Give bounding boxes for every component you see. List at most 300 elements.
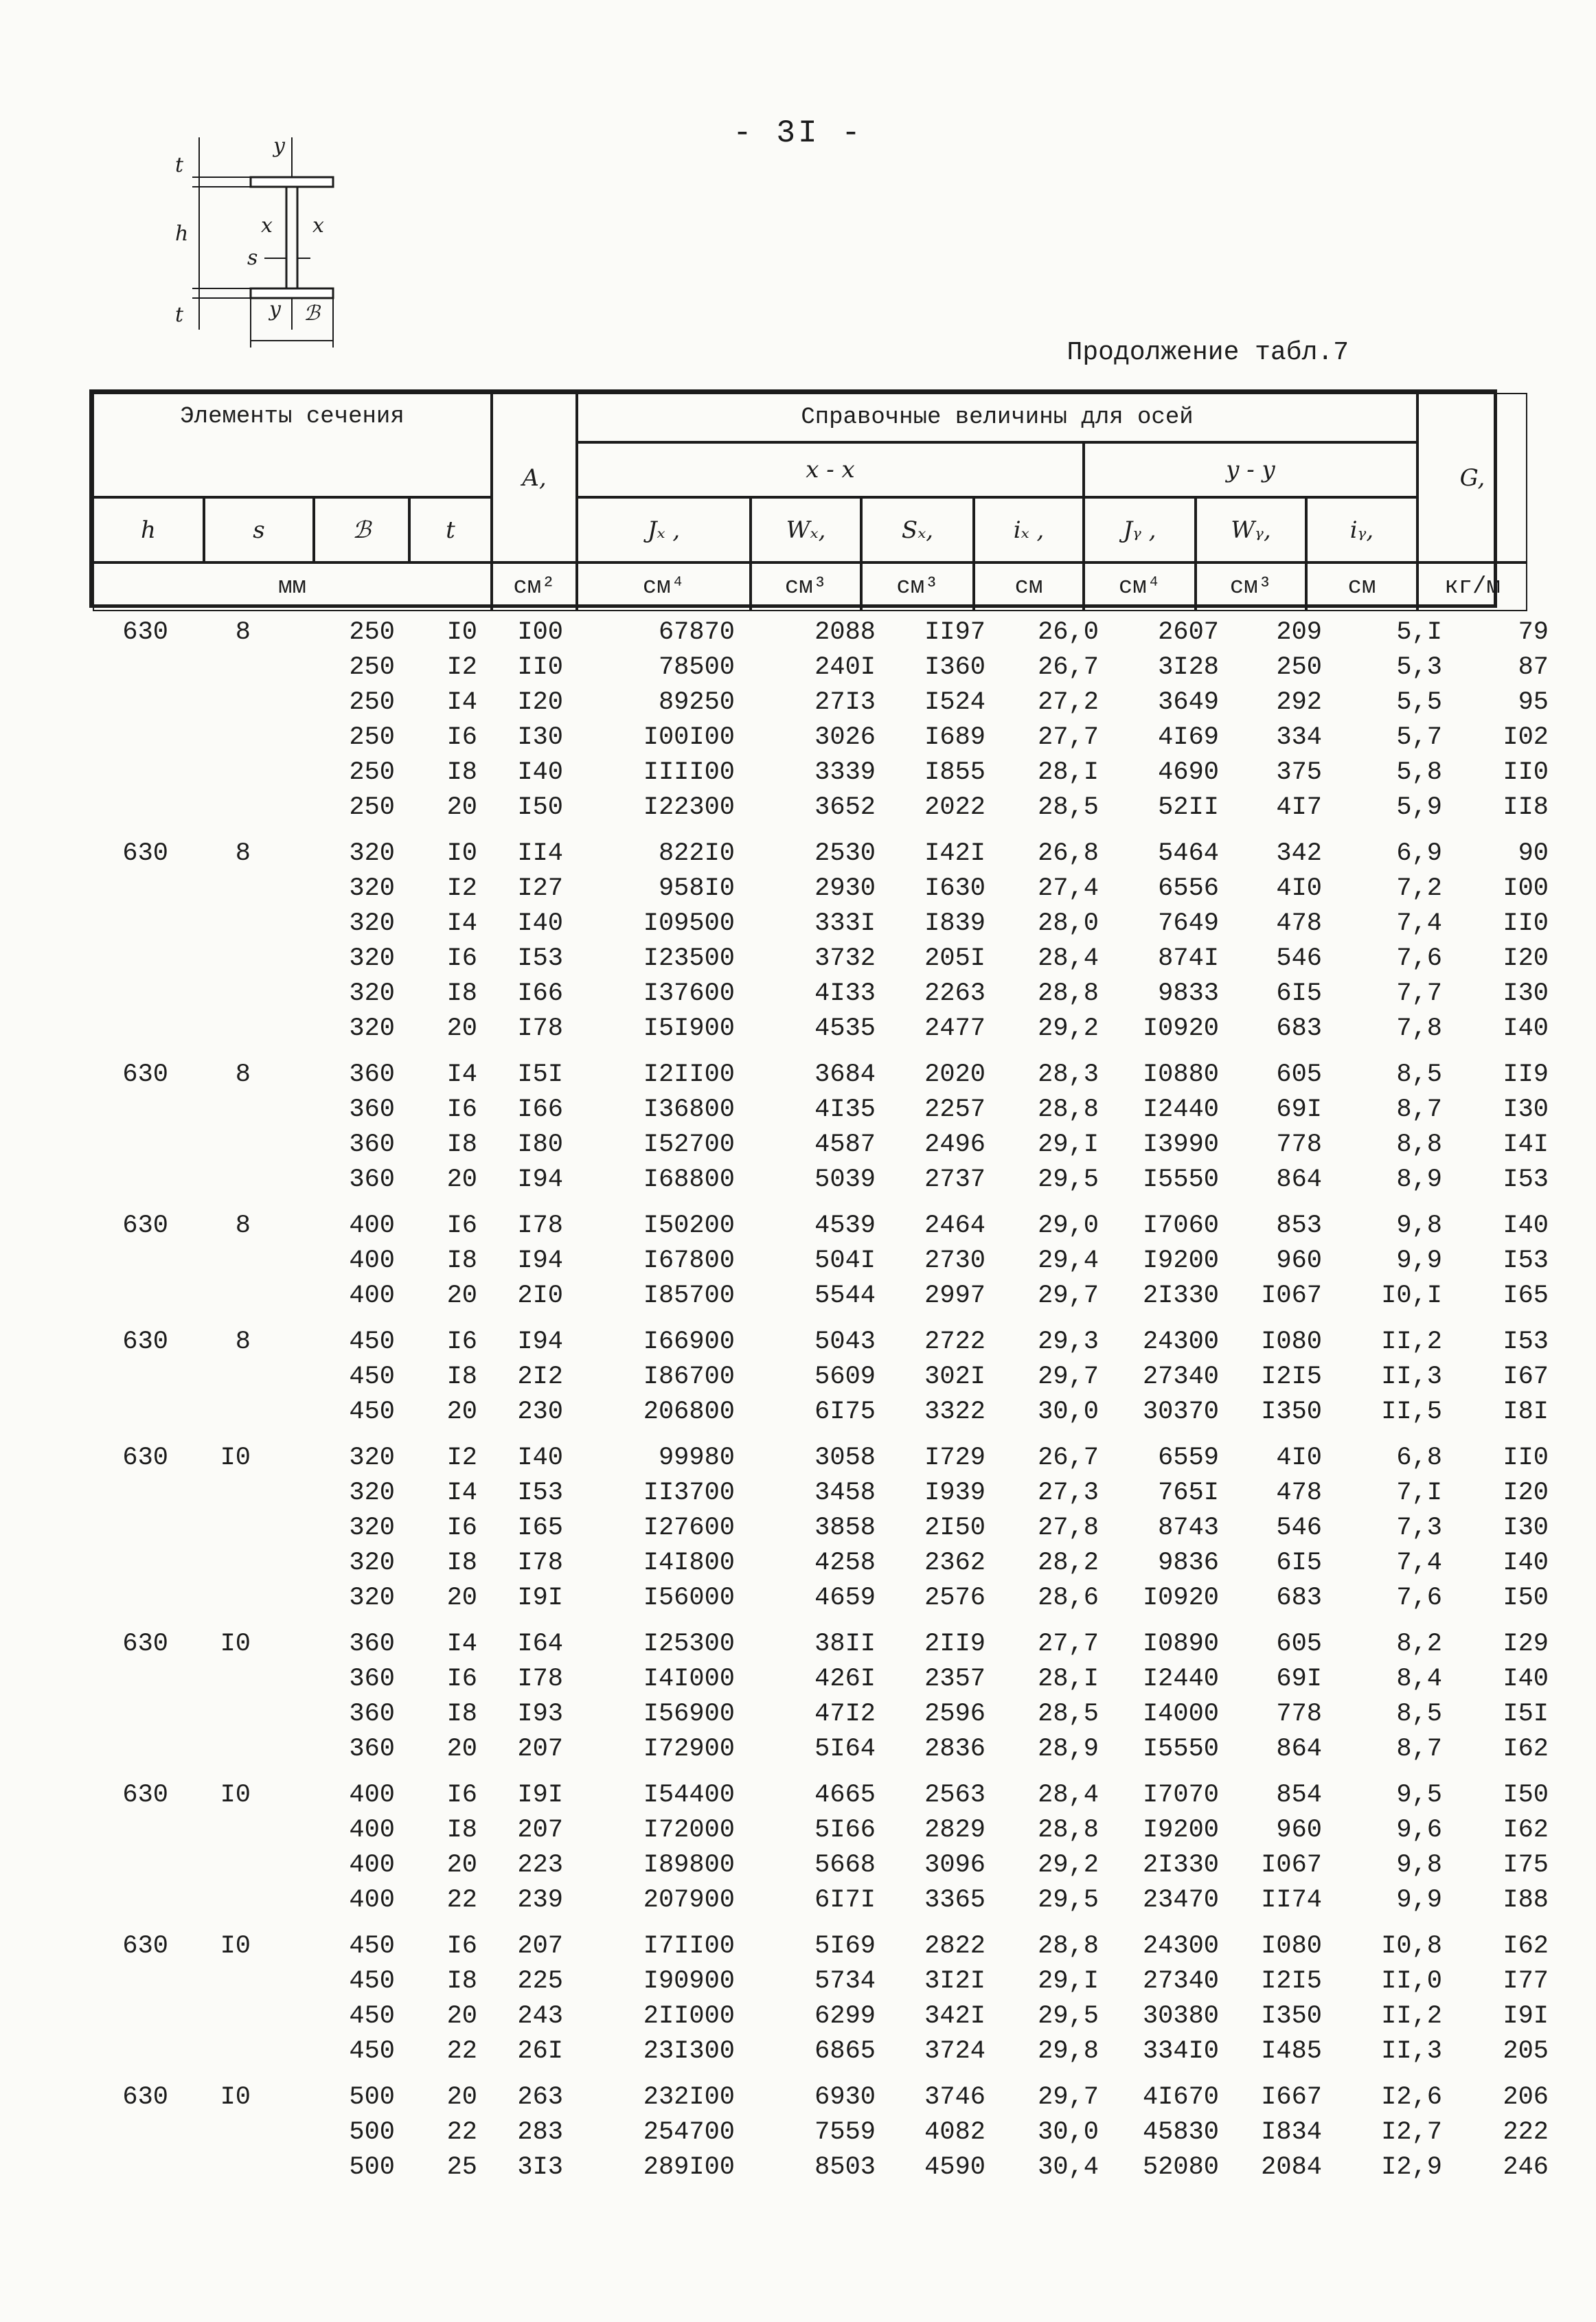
table-cell: I62 — [1503, 1734, 1549, 1764]
table-cell: 2822 — [924, 1931, 985, 1961]
table-cell: I4 — [446, 909, 477, 938]
table-cell: 7559 — [814, 2117, 876, 2147]
table-cell: 320 — [349, 1443, 395, 1472]
header-sx: Sₓ, — [861, 497, 974, 562]
table-cell: 320 — [349, 944, 395, 973]
table-cell: 29,2 — [1038, 1014, 1099, 1043]
table-cell: I9200 — [1142, 1246, 1219, 1275]
table-cell: 30380 — [1142, 2001, 1219, 2031]
table-cell: 864 — [1276, 1734, 1322, 1764]
table-cell: I8 — [446, 979, 477, 1008]
table-cell: 239 — [517, 1885, 563, 1915]
table-cell: I4 — [446, 1478, 477, 1507]
table-cell: 6I7I — [814, 1885, 876, 1915]
table-cell: 28,8 — [1038, 1815, 1099, 1845]
table-cell: 375 — [1276, 758, 1322, 787]
table-cell: 26,7 — [1038, 652, 1099, 682]
table-cell: I62 — [1503, 1931, 1549, 1961]
table-cell: 29,8 — [1038, 2036, 1099, 2066]
cell-s: 8 — [235, 839, 251, 868]
table-cell: 4I35 — [814, 1095, 876, 1124]
table-cell: 26I — [517, 2036, 563, 2066]
table-cell: I485 — [1261, 2036, 1322, 2066]
header-axis-yy: y - y — [1084, 442, 1417, 497]
cell-h: 630 — [122, 2082, 168, 2112]
table-cell: 67870 — [658, 617, 735, 647]
table-cell: I4000 — [1142, 1699, 1219, 1729]
table-cell: 4I7 — [1276, 793, 1322, 822]
unit-kgm: кг/м — [1417, 562, 1527, 611]
table-cell: 6I5 — [1276, 979, 1322, 1008]
table-cell: 5,8 — [1396, 758, 1442, 787]
table-cell: I6 — [446, 1780, 477, 1810]
table-cell: I7060 — [1142, 1211, 1219, 1240]
table-cell: 360 — [349, 1060, 395, 1089]
table-cell: 20 — [446, 1583, 477, 1613]
table-row — [0, 1731, 1596, 1766]
table-cell: 4535 — [814, 1014, 876, 1043]
table-row — [0, 1777, 1596, 1812]
table-cell: 52080 — [1142, 2152, 1219, 2182]
table-cell: I50 — [1503, 1780, 1549, 1810]
table-cell: 6865 — [814, 2036, 876, 2066]
table-cell: 360 — [349, 1629, 395, 1659]
table-cell: 2496 — [924, 1130, 985, 1159]
table-cell: I839 — [924, 909, 985, 938]
table-cell: 2477 — [924, 1014, 985, 1043]
table-cell: I8 — [446, 1246, 477, 1275]
table-cell: I72000 — [643, 1815, 735, 1845]
table-cell: I72900 — [643, 1734, 735, 1764]
table-cell: 79 — [1518, 617, 1549, 647]
header-wy: Wᵧ, — [1196, 497, 1306, 562]
table-cell: 20 — [446, 793, 477, 822]
table-cell: 8,5 — [1396, 1060, 1442, 1089]
table-cell: 3058 — [814, 1443, 876, 1472]
table-cell: I8 — [446, 1815, 477, 1845]
table-cell: I2440 — [1142, 1095, 1219, 1124]
table-cell: 960 — [1276, 1246, 1322, 1275]
table-cell: II,5 — [1381, 1397, 1442, 1426]
table-cell: 4539 — [814, 1211, 876, 1240]
table-cell: 69I — [1276, 1095, 1322, 1124]
table-cell: I5550 — [1142, 1734, 1219, 1764]
table-cell: 28,5 — [1038, 793, 1099, 822]
cell-h: 630 — [122, 1060, 168, 1089]
table-row — [0, 1359, 1596, 1394]
table-cell: I7070 — [1142, 1780, 1219, 1810]
table-cell: I4 — [446, 1060, 477, 1089]
table-cell: II3700 — [643, 1478, 735, 1507]
table-row — [0, 1999, 1596, 2034]
table-cell: I067 — [1261, 1281, 1322, 1310]
table-cell: I2 — [446, 874, 477, 903]
table-cell: 4I33 — [814, 979, 876, 1008]
unit-mm: мм — [93, 562, 492, 611]
table-cell: 99980 — [658, 1443, 735, 1472]
table-cell: 8743 — [1158, 1513, 1219, 1543]
table-cell: I4 — [446, 687, 477, 717]
table-row — [0, 1394, 1596, 1429]
table-cell: I94 — [517, 1165, 563, 1194]
table-cell: II0 — [1503, 758, 1549, 787]
table-row — [0, 976, 1596, 1011]
table-cell: 29,7 — [1038, 1362, 1099, 1391]
table-cell: 2I0 — [517, 1281, 563, 1310]
table-cell: 6,9 — [1396, 839, 1442, 868]
table-cell: 6I5 — [1276, 1548, 1322, 1578]
table-cell: 52II — [1158, 793, 1219, 822]
table-cell: I5I900 — [643, 1014, 735, 1043]
table-cell: 822I0 — [658, 839, 735, 868]
table-cell: 3652 — [814, 793, 876, 822]
table-cell: 29,3 — [1038, 1327, 1099, 1356]
table-cell: I7II00 — [643, 1931, 735, 1961]
table-cell: I350 — [1261, 1397, 1322, 1426]
table-cell: 5,3 — [1396, 652, 1442, 682]
table-cell: 6299 — [814, 2001, 876, 2031]
table-cell: II,3 — [1381, 2036, 1442, 2066]
table-cell: 222 — [1503, 2117, 1549, 2147]
table-cell: 4587 — [814, 1130, 876, 1159]
table-cell: I360 — [924, 652, 985, 682]
table-cell: 778 — [1276, 1130, 1322, 1159]
header-jy: Jᵧ , — [1084, 497, 1196, 562]
table-cell: 400 — [349, 1815, 395, 1845]
table-cell: 605 — [1276, 1060, 1322, 1089]
table-cell: I2I5 — [1261, 1966, 1322, 1996]
table-row — [0, 1928, 1596, 1964]
table-cell: I524 — [924, 687, 985, 717]
table-cell: 3724 — [924, 2036, 985, 2066]
table-row — [0, 1162, 1596, 1197]
table-cell: 853 — [1276, 1211, 1322, 1240]
table-cell: 29,5 — [1038, 1885, 1099, 1915]
page-number: - 3I - — [733, 115, 863, 151]
table-cell: I50200 — [643, 1211, 735, 1240]
table-group — [0, 1440, 1596, 1615]
table-cell: 283 — [517, 2117, 563, 2147]
table-cell: I94 — [517, 1327, 563, 1356]
table-cell: 205 — [1503, 2036, 1549, 2066]
unit-cm3-sx: см³ — [861, 562, 974, 611]
table-cell: I30 — [1503, 1095, 1549, 1124]
table-cell: I2,6 — [1381, 2082, 1442, 2112]
table-cell: 20 — [446, 1850, 477, 1880]
table-row — [0, 1964, 1596, 1999]
cell-h: 630 — [122, 1327, 168, 1356]
table-cell: I56900 — [643, 1699, 735, 1729]
table-cell: 2257 — [924, 1095, 985, 1124]
table-cell: I53 — [1503, 1327, 1549, 1356]
table-cell: 28,3 — [1038, 1060, 1099, 1089]
table-cell: 3322 — [924, 1397, 985, 1426]
table-cell: 2563 — [924, 1780, 985, 1810]
table-cell: 27,7 — [1038, 722, 1099, 752]
table-cell: I6 — [446, 1513, 477, 1543]
table-cell: 5,9 — [1396, 793, 1442, 822]
table-cell: 8,7 — [1396, 1734, 1442, 1764]
table-cell: 3I2I — [924, 1966, 985, 1996]
table-cell: 478 — [1276, 909, 1322, 938]
table-cell: 360 — [349, 1095, 395, 1124]
table-cell: 9836 — [1158, 1548, 1219, 1578]
table-cell: I78 — [517, 1664, 563, 1694]
table-cell: I2I5 — [1261, 1362, 1322, 1391]
table-cell: I36800 — [643, 1095, 735, 1124]
table-cell: I30 — [1503, 979, 1549, 1008]
table-cell: I667 — [1261, 2082, 1322, 2112]
header-reference: Справочные величины для осей — [577, 393, 1417, 442]
table-cell: 38II — [814, 1629, 876, 1659]
table-cell: 8,7 — [1396, 1095, 1442, 1124]
table-cell: 205I — [924, 944, 985, 973]
table-cell: I53 — [517, 1478, 563, 1507]
table-cell: I6 — [446, 1664, 477, 1694]
table-row — [0, 615, 1596, 650]
table-cell: I5550 — [1142, 1165, 1219, 1194]
table-cell: 240I — [814, 652, 876, 682]
table-cell: 302I — [924, 1362, 985, 1391]
table-cell: 4590 — [924, 2152, 985, 2182]
table-cell: 5I64 — [814, 1734, 876, 1764]
table-cell: I93 — [517, 1699, 563, 1729]
table-cell: I2 — [446, 652, 477, 682]
table-cell: I30 — [1503, 1513, 1549, 1543]
table-row — [0, 1847, 1596, 1882]
table-cell: 29,7 — [1038, 2082, 1099, 2112]
table-cell: 2I2 — [517, 1362, 563, 1391]
table-cell: 2930 — [814, 874, 876, 903]
table-cell: 3339 — [814, 758, 876, 787]
table-cell: 20 — [446, 1397, 477, 1426]
table-cell: 29,I — [1038, 1130, 1099, 1159]
table-cell: 6930 — [814, 2082, 876, 2112]
table-cell: 87 — [1518, 652, 1549, 682]
table-cell: 3684 — [814, 1060, 876, 1089]
table-cell: 7,4 — [1396, 909, 1442, 938]
table-cell: II0 — [517, 652, 563, 682]
table-cell: 3746 — [924, 2082, 985, 2112]
table-cell: 207 — [517, 1734, 563, 1764]
cell-h: 630 — [122, 617, 168, 647]
table-cell: I25300 — [643, 1629, 735, 1659]
table-cell: I40 — [517, 1443, 563, 1472]
table-cell: II97 — [924, 617, 985, 647]
table-cell: 500 — [349, 2117, 395, 2147]
table-cell: I65 — [1503, 1281, 1549, 1310]
table-cell: 6556 — [1158, 874, 1219, 903]
table-cell: I40 — [1503, 1548, 1549, 1578]
label-y-top: y — [273, 134, 285, 158]
label-y-bottom: y — [269, 297, 281, 321]
table-cell: I54400 — [643, 1780, 735, 1810]
table-cell: I85700 — [643, 1281, 735, 1310]
cell-h: 630 — [122, 1931, 168, 1961]
table-row — [0, 685, 1596, 720]
table-cell: 5464 — [1158, 839, 1219, 868]
table-cell: 9,6 — [1396, 1815, 1442, 1845]
table-row — [0, 1278, 1596, 1313]
table-row — [0, 1545, 1596, 1580]
table-cell: I50 — [517, 793, 563, 822]
table-row — [0, 790, 1596, 825]
table-cell: 3858 — [814, 1513, 876, 1543]
table-cell: 683 — [1276, 1583, 1322, 1613]
table-row — [0, 836, 1596, 871]
table-cell: I2II00 — [643, 1060, 735, 1089]
table-cell: 2II9 — [924, 1629, 985, 1659]
table-cell: 2836 — [924, 1734, 985, 1764]
table-cell: I40 — [1503, 1211, 1549, 1240]
table-cell: 2263 — [924, 979, 985, 1008]
table-cell: 2829 — [924, 1815, 985, 1845]
unit-cm3-wy: см³ — [1196, 562, 1306, 611]
table-cell: 3I28 — [1158, 652, 1219, 682]
cell-h: 630 — [122, 1780, 168, 1810]
table-cell: 29,5 — [1038, 2001, 1099, 2031]
table-cell: I2440 — [1142, 1664, 1219, 1694]
table-cell: 2997 — [924, 1281, 985, 1310]
table-cell: 320 — [349, 1014, 395, 1043]
table-cell: 450 — [349, 1931, 395, 1961]
table-cell: I4I000 — [643, 1664, 735, 1694]
table-cell: 26,7 — [1038, 1443, 1099, 1472]
table-cell: I00 — [1503, 874, 1549, 903]
table-cell: II8 — [1503, 793, 1549, 822]
table-cell: 3458 — [814, 1478, 876, 1507]
table-cell: 250 — [1276, 652, 1322, 682]
table-cell: 2II000 — [643, 2001, 735, 2031]
table-cell: 289I00 — [643, 2152, 735, 2182]
table-cell: I8 — [446, 1966, 477, 1996]
cell-h: 630 — [122, 839, 168, 868]
table-row — [0, 1475, 1596, 1510]
table-header — [89, 389, 1501, 608]
table-cell: 230 — [517, 1397, 563, 1426]
table-row — [0, 941, 1596, 976]
table-cell: I80 — [517, 1130, 563, 1159]
table-cell: 360 — [349, 1699, 395, 1729]
label-x-left: x — [261, 214, 273, 238]
table-cell: I2,9 — [1381, 2152, 1442, 2182]
table-cell: 4I0 — [1276, 1443, 1322, 1472]
table-cell: 958I0 — [658, 874, 735, 903]
table-cell: 3026 — [814, 722, 876, 752]
table-cell: 8,9 — [1396, 1165, 1442, 1194]
table-cell: II74 — [1261, 1885, 1322, 1915]
table-cell: 5609 — [814, 1362, 876, 1391]
table-cell: 5,7 — [1396, 722, 1442, 752]
table-cell: 27,3 — [1038, 1478, 1099, 1507]
table-cell: I0 — [446, 839, 477, 868]
unit-cm4-x: см⁴ — [577, 562, 751, 611]
table-cell: 30370 — [1142, 1397, 1219, 1426]
table-cell: I67800 — [643, 1246, 735, 1275]
table-cell: I40 — [517, 758, 563, 787]
table-cell: I62 — [1503, 1815, 1549, 1845]
table-cell: 207 — [517, 1931, 563, 1961]
table-cell: 25 — [446, 2152, 477, 2182]
table-cell: 500 — [349, 2082, 395, 2112]
table-cell: I8 — [446, 1699, 477, 1729]
table-cell: 4I69 — [1158, 722, 1219, 752]
table-row — [0, 1661, 1596, 1696]
cell-s: I0 — [220, 1443, 251, 1472]
table-cell: 3I3 — [517, 2152, 563, 2182]
table-cell: I20 — [517, 687, 563, 717]
cell-h: 630 — [122, 1629, 168, 1659]
table-cell: I6 — [446, 944, 477, 973]
table-cell: 30,4 — [1038, 2152, 1099, 2182]
unit-cm4-y: см⁴ — [1084, 562, 1196, 611]
table-cell: 342I — [924, 2001, 985, 2031]
table-cell: 778 — [1276, 1699, 1322, 1729]
table-cell: I78 — [517, 1014, 563, 1043]
table-cell: 246 — [1503, 2152, 1549, 2182]
table-cell: 28,0 — [1038, 909, 1099, 938]
table-cell: I53 — [517, 944, 563, 973]
table-cell: 3096 — [924, 1850, 985, 1880]
table-cell: I0890 — [1142, 1629, 1219, 1659]
header-wx: Wₓ, — [751, 497, 861, 562]
header-b: ℬ — [314, 497, 409, 562]
table-cell: 30,0 — [1038, 2117, 1099, 2147]
table-cell: 7649 — [1158, 909, 1219, 938]
table-cell: 8,2 — [1396, 1629, 1442, 1659]
table-cell: I09500 — [643, 909, 735, 938]
table-cell: 6559 — [1158, 1443, 1219, 1472]
table-cell: 250 — [349, 652, 395, 682]
table-cell: 27I3 — [814, 687, 876, 717]
unit-cm3-wx: см³ — [751, 562, 861, 611]
table-cell: 2084 — [1261, 2152, 1322, 2182]
table-cell: 2722 — [924, 1327, 985, 1356]
table-cell: I0920 — [1142, 1014, 1219, 1043]
table-row — [0, 1580, 1596, 1615]
table-cell: I42I — [924, 839, 985, 868]
table-cell: I40 — [1503, 1664, 1549, 1694]
table-cell: II9 — [1503, 1060, 1549, 1089]
table-cell: 2022 — [924, 793, 985, 822]
table-cell: I40 — [517, 909, 563, 938]
table-group — [0, 615, 1596, 825]
table-cell: 232I00 — [643, 2082, 735, 2112]
table-cell: I8I — [1503, 1397, 1549, 1426]
table-row — [0, 2034, 1596, 2069]
table-cell: I90900 — [643, 1966, 735, 1996]
table-cell: 360 — [349, 1165, 395, 1194]
table-cell: II4 — [517, 839, 563, 868]
table-cell: 250 — [349, 617, 395, 647]
table-cell: 450 — [349, 1397, 395, 1426]
table-cell: I080 — [1261, 1931, 1322, 1961]
table-cell: 8,8 — [1396, 1130, 1442, 1159]
table-cell: 27340 — [1142, 1966, 1219, 1996]
table-cell: I6 — [446, 1931, 477, 1961]
table-cell: 342 — [1276, 839, 1322, 868]
table-cell: I6 — [446, 1211, 477, 1240]
table-cell: I66900 — [643, 1327, 735, 1356]
table-cell: 3732 — [814, 944, 876, 973]
table-cell: 683 — [1276, 1014, 1322, 1043]
table-cell: 27,7 — [1038, 1629, 1099, 1659]
table-cell: 250 — [349, 687, 395, 717]
table-cell: 334I0 — [1142, 2036, 1219, 2066]
table-cell: I0920 — [1142, 1583, 1219, 1613]
table-cell: 90 — [1518, 839, 1549, 868]
table-cell: 320 — [349, 839, 395, 868]
